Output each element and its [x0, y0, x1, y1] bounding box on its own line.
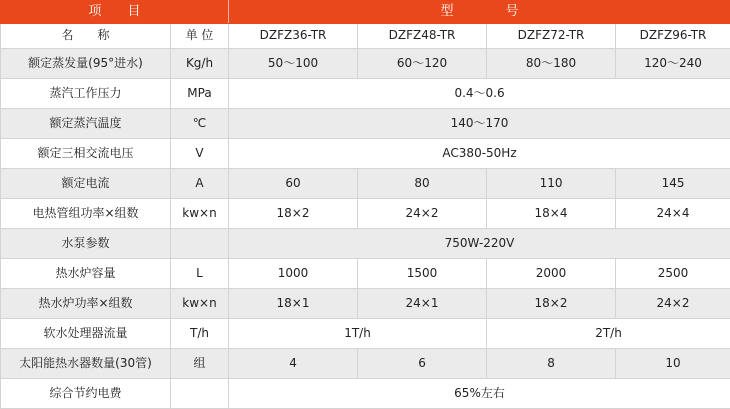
table-cell: 80 — [358, 169, 487, 199]
table-cell: 2T/h — [487, 319, 730, 349]
row-unit: kw×n — [171, 289, 229, 319]
row-unit: V — [171, 139, 229, 169]
table-cell: 1T/h — [229, 319, 487, 349]
table-row — [1, 169, 730, 199]
table-row — [1, 349, 730, 379]
table-cell: 120～240 — [616, 49, 730, 79]
table-cell: 750W-220V — [229, 229, 730, 259]
table-cell: 24×1 — [358, 289, 487, 319]
model-name: DZFZ96-TR — [616, 24, 730, 49]
row-unit — [171, 229, 229, 259]
row-label: 额定电流 — [1, 169, 171, 199]
model-name: DZFZ36-TR — [229, 24, 358, 49]
table-row — [1, 259, 730, 289]
row-label: 太阳能热水器数量(30管) — [1, 349, 171, 379]
table-row — [1, 79, 730, 109]
table-row — [1, 139, 730, 169]
row-unit: A — [171, 169, 229, 199]
row-unit: T/h — [171, 319, 229, 349]
table-cell: 18×1 — [229, 289, 358, 319]
table-cell: 24×4 — [616, 199, 730, 229]
model-header: 型 号 — [229, 1, 730, 24]
row-unit: Kg/h — [171, 49, 229, 79]
table-cell: 4 — [229, 349, 358, 379]
table-row — [1, 109, 730, 139]
unit-column-header: 单 位 — [171, 24, 229, 49]
table-cell: 110 — [487, 169, 616, 199]
table-row — [1, 379, 730, 409]
table-cell: 24×2 — [358, 199, 487, 229]
table-cell: 60～120 — [358, 49, 487, 79]
table-cell: 145 — [616, 169, 730, 199]
table-cell: 80～180 — [487, 49, 616, 79]
subheader-row — [1, 24, 730, 49]
row-label: 热水炉容量 — [1, 259, 171, 289]
row-label: 热水炉功率×组数 — [1, 289, 171, 319]
row-label: 额定三相交流电压 — [1, 139, 171, 169]
table-row — [1, 319, 730, 349]
table-cell: AC380-50Hz — [229, 139, 730, 169]
row-unit: 组 — [171, 349, 229, 379]
row-unit: MPa — [171, 79, 229, 109]
table-cell: 6 — [358, 349, 487, 379]
table-cell: 24×2 — [616, 289, 730, 319]
table-cell: 18×4 — [487, 199, 616, 229]
row-label: 软水处理器流量 — [1, 319, 171, 349]
table-cell: 50～100 — [229, 49, 358, 79]
table-header-row — [1, 1, 730, 24]
table-cell: 1000 — [229, 259, 358, 289]
row-label: 额定蒸发量(95°进水) — [1, 49, 171, 79]
table-cell: 2500 — [616, 259, 730, 289]
table-row — [1, 49, 730, 79]
row-unit: ℃ — [171, 109, 229, 139]
table-cell: 140～170 — [229, 109, 730, 139]
table-row — [1, 199, 730, 229]
row-label: 额定蒸汽温度 — [1, 109, 171, 139]
table-cell: 60 — [229, 169, 358, 199]
table-row — [1, 229, 730, 259]
row-label: 水泵参数 — [1, 229, 171, 259]
table-cell: 2000 — [487, 259, 616, 289]
table-cell: 0.4～0.6 — [229, 79, 730, 109]
table-row — [1, 289, 730, 319]
row-unit: L — [171, 259, 229, 289]
row-unit: kw×n — [171, 199, 229, 229]
row-label: 综合节约电费 — [1, 379, 171, 409]
table-cell: 65%左右 — [229, 379, 730, 409]
item-header: 项 目 — [1, 1, 229, 24]
table-cell: 18×2 — [487, 289, 616, 319]
table-cell: 10 — [616, 349, 730, 379]
row-label: 电热管组功率×组数 — [1, 199, 171, 229]
row-label: 蒸汽工作压力 — [1, 79, 171, 109]
table-cell: 1500 — [358, 259, 487, 289]
row-unit — [171, 379, 229, 409]
model-name: DZFZ72-TR — [487, 24, 616, 49]
table-cell: 8 — [487, 349, 616, 379]
table-cell: 18×2 — [229, 199, 358, 229]
name-column-header: 名 称 — [1, 24, 171, 49]
model-name: DZFZ48-TR — [358, 24, 487, 49]
